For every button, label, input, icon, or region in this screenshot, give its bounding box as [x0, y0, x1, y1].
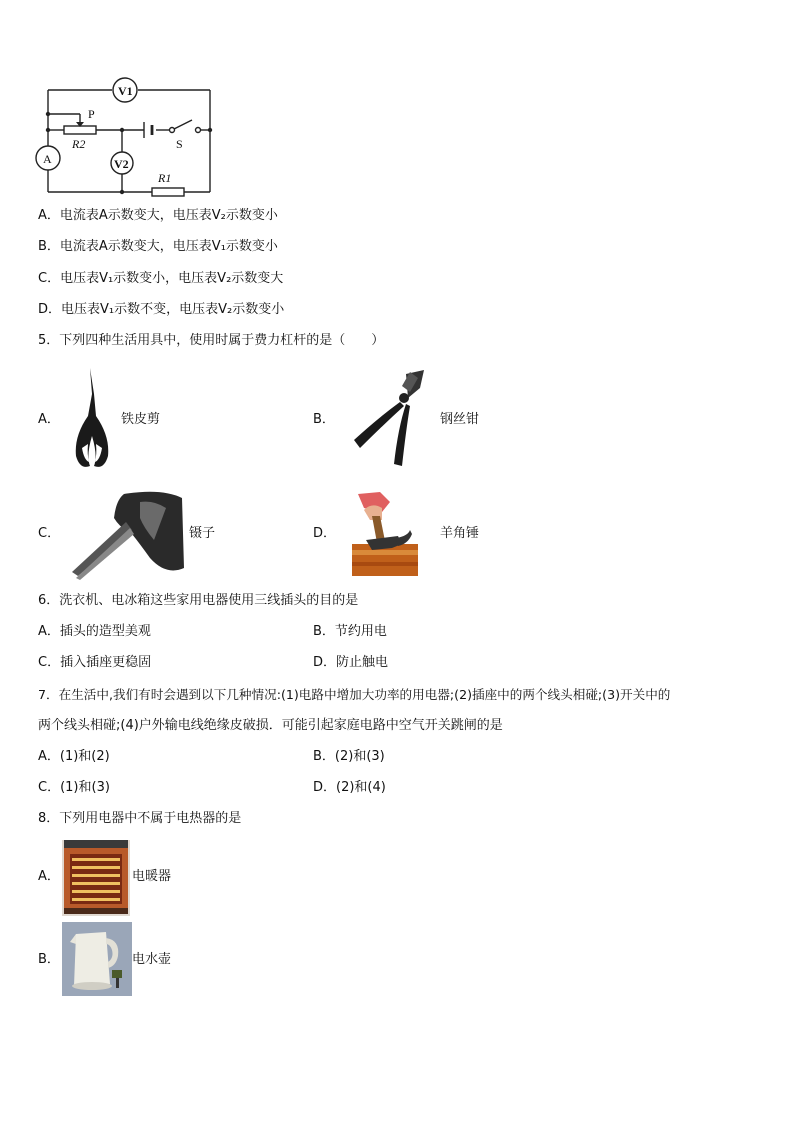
- q7-option-d: D．(2)和(4): [313, 780, 386, 795]
- q5-option-d-label: 羊角锤: [440, 526, 480, 541]
- q5-option-b-label: 钢丝钳: [440, 412, 480, 427]
- q6-option-d: D．防止触电: [313, 655, 389, 670]
- q7-stem-line2: 两个线头相碰;(4)户外输电线绝缘皮破损．可能引起家庭电路中空气开关跳闸的是: [38, 718, 503, 733]
- claw-hammer-image: [352, 490, 418, 576]
- ammeter-label: A: [43, 152, 52, 166]
- q6-option-b: B．节约用电: [313, 624, 387, 639]
- q8-option-a-letter: A．: [38, 869, 60, 884]
- r2-label: R2: [72, 137, 86, 151]
- q6-option-a: A．插头的造型美观: [38, 624, 151, 639]
- q8-option-b-label: 电水壶: [132, 952, 172, 967]
- q6-stem: 6．洗衣机、电冰箱这些家用电器使用三线插头的目的是: [38, 593, 359, 608]
- q7-option-a: A．(1)和(2): [38, 749, 110, 764]
- switch-label: S: [176, 137, 183, 151]
- q7-option-c: C．(1)和(3): [38, 780, 110, 795]
- circuit-diagram: [30, 76, 230, 200]
- q5-option-c-letter: C．: [38, 526, 61, 541]
- r1-label: R1: [158, 171, 172, 185]
- q4-option-c: C．电压表V₁示数变小，电压表V₂示数变大: [38, 271, 284, 286]
- q5-option-c-label: 镊子: [189, 526, 216, 541]
- slider-label: P: [88, 107, 95, 121]
- q7-option-b: B．(2)和(3): [313, 749, 385, 764]
- q5-option-a-letter: A．: [38, 412, 60, 427]
- electric-heater-image: [62, 840, 130, 916]
- q7-stem-line1: 7．在生活中,我们有时会遇到以下几种情况:(1)电路中增加大功率的用电器;(2)插座中的两个线头相碰;(3)开关中的: [38, 687, 671, 702]
- tin-snips-image: [70, 366, 114, 474]
- q4-option-d: D．电压表V₁示数不变，电压表V₂示数变小: [38, 302, 285, 317]
- tweezers-image: [70, 488, 186, 580]
- q4-option-b: B．电流表A示数变大，电压表V₁示数变小: [38, 239, 278, 254]
- pliers-image: [348, 368, 430, 468]
- q8-option-b-letter: B．: [38, 952, 60, 967]
- q8-stem: 8．下列用电器中不属于电热器的是: [38, 811, 242, 826]
- q5-option-d-letter: D．: [313, 526, 337, 541]
- q5-stem: 5．下列四种生活用具中，使用时属于费力杠杆的是（ ）: [38, 333, 385, 348]
- q8-option-a-label: 电暖器: [132, 869, 172, 884]
- v1-label: V1: [118, 84, 133, 98]
- q4-option-a: A．电流表A示数变大，电压表V₂示数变小: [38, 208, 278, 223]
- q6-option-c: C．插入插座更稳固: [38, 655, 152, 670]
- electric-kettle-image: [62, 922, 132, 996]
- q5-option-a-label: 铁皮剪: [121, 412, 161, 427]
- q5-option-b-letter: B．: [313, 412, 335, 427]
- v2-label: V2: [114, 157, 129, 171]
